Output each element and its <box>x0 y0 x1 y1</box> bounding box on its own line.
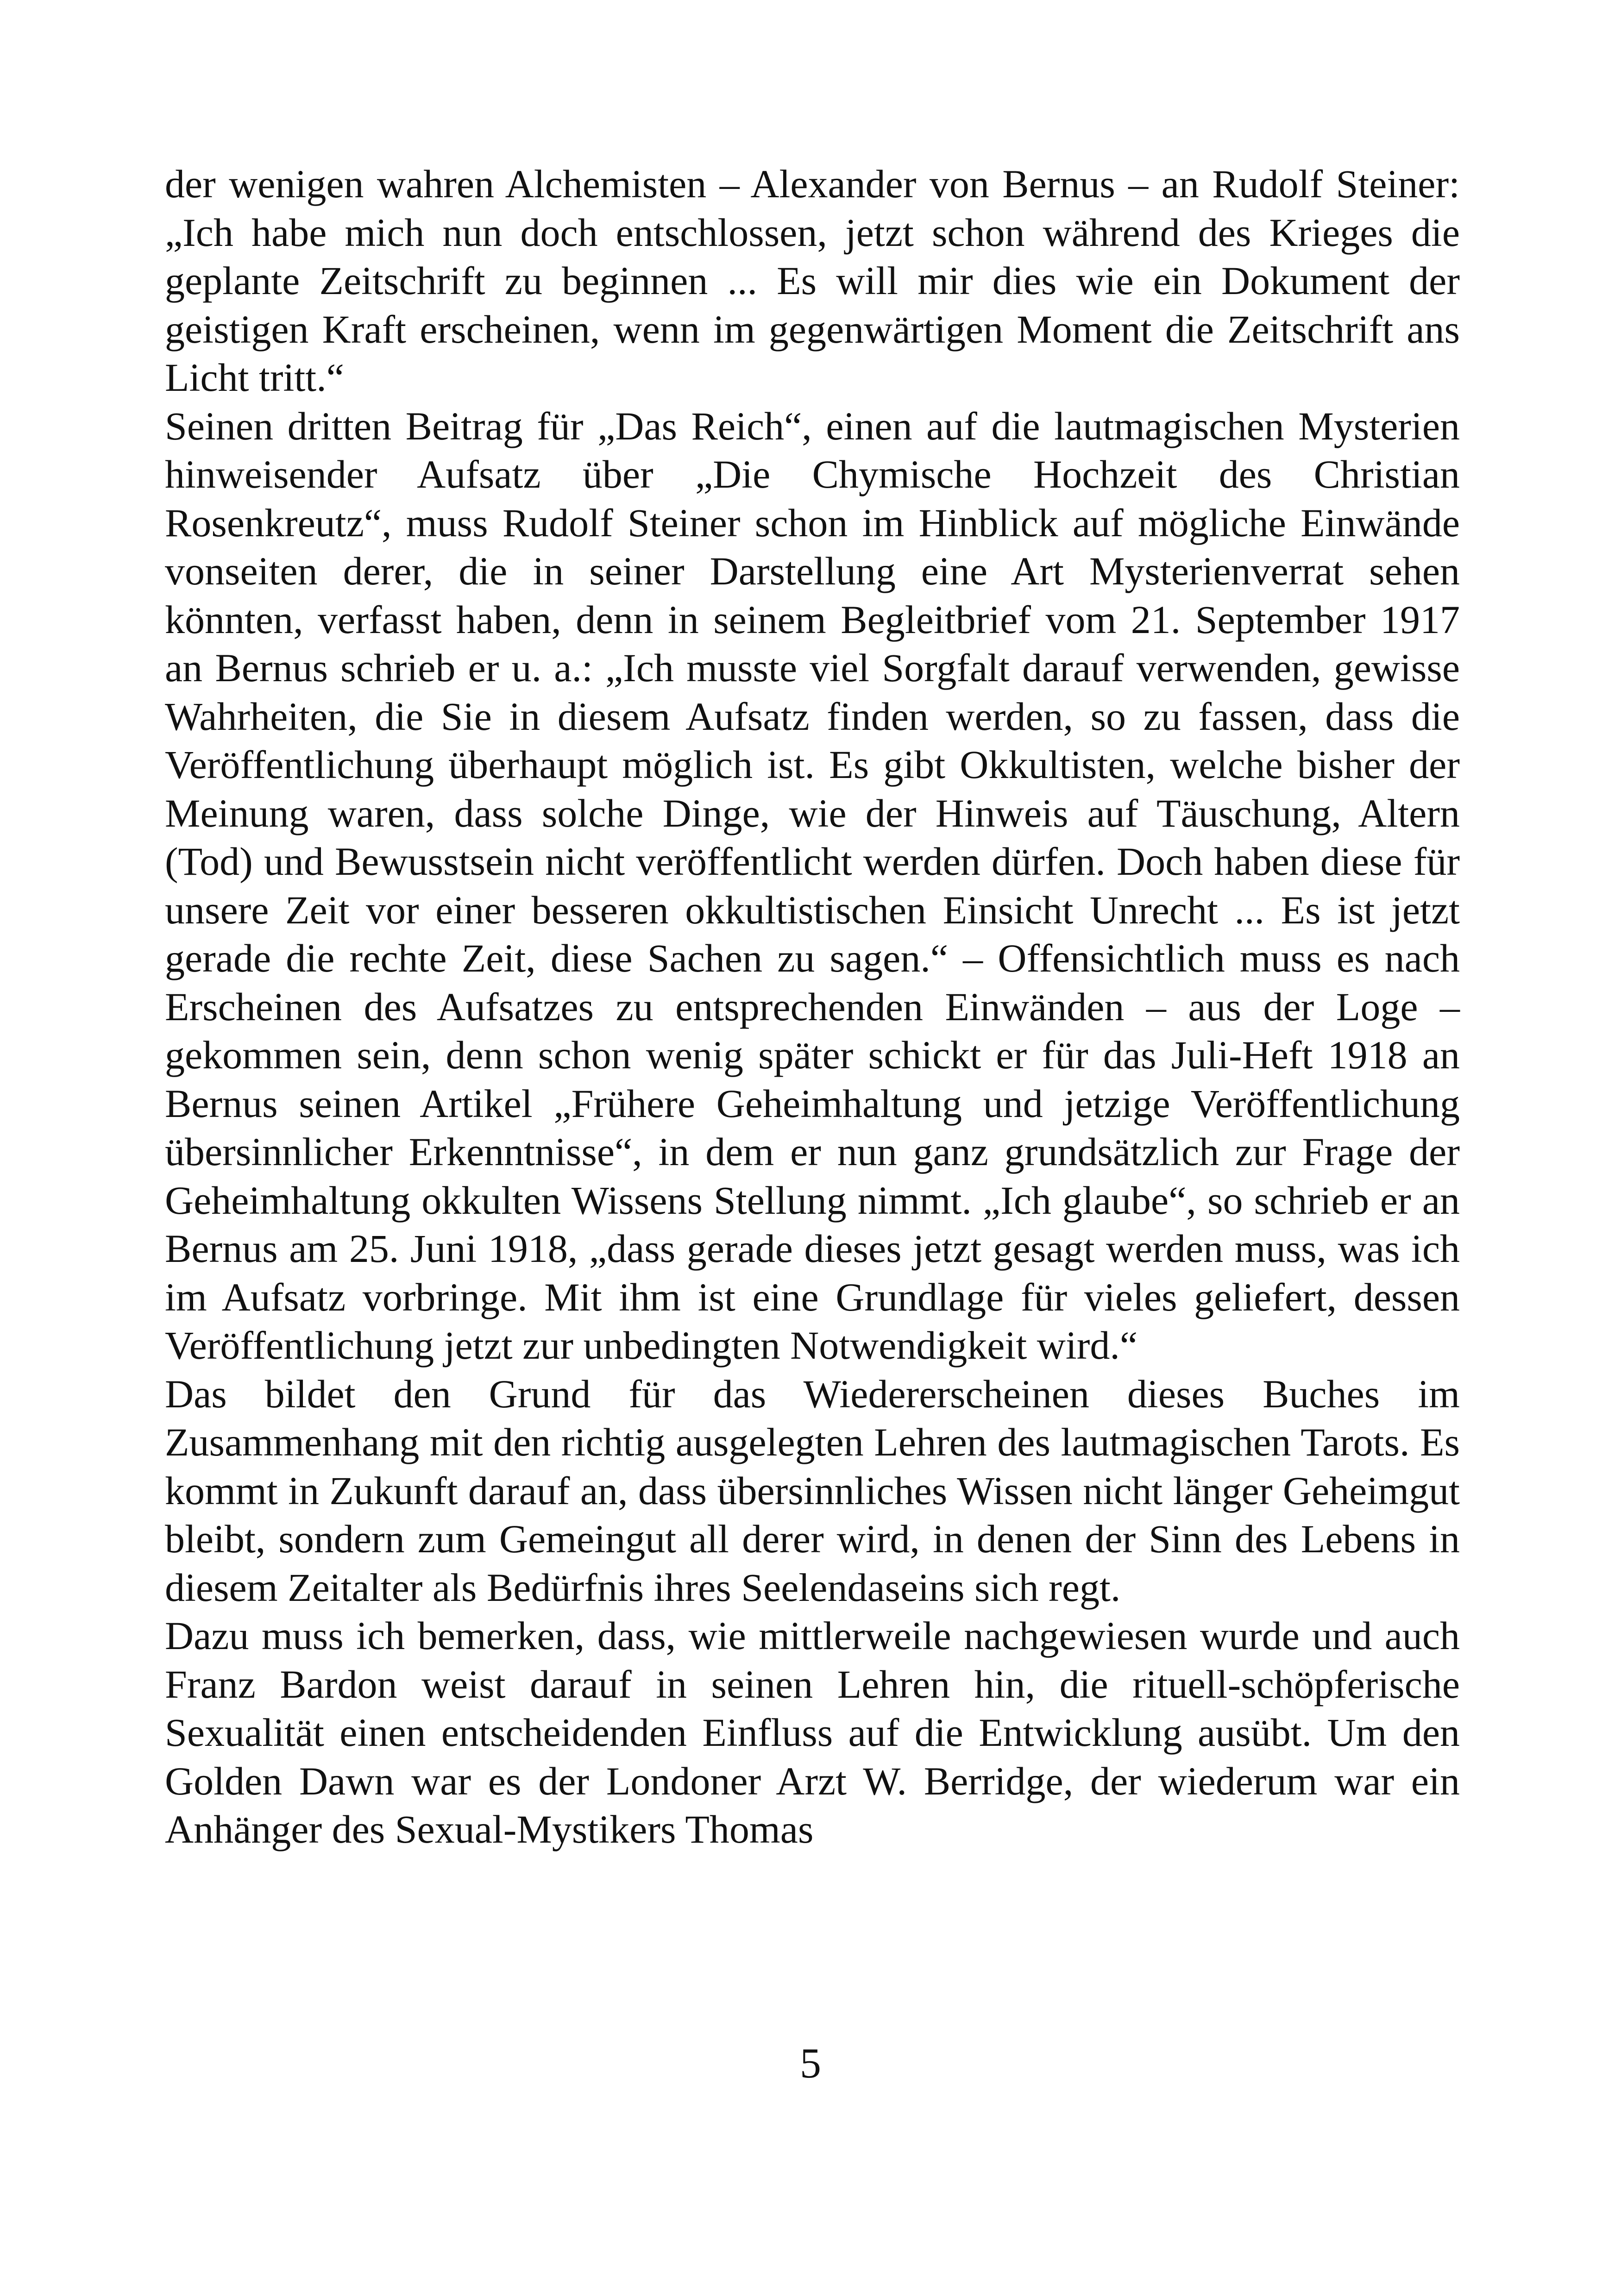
page-number: 5 <box>800 2039 821 2087</box>
body-text <box>165 160 1460 1854</box>
paragraph-1: der wenigen wahren Alchemisten – Alexander von Bernus – an Rudolf Steiner: „Ich habe mich nun doch entschlossen, jetzt schon während des Krieges die geplante Zeitschrift zu beginnen ... Es will mir dies wie ein Dokument der geistigen Kraft erscheinen, wenn im gegenwärtigen Moment die Zeitschrift ans Licht tritt.“ <box>165 162 1460 400</box>
paragraph-4: Dazu muss ich bemerken, dass, wie mittlerweile nachgewiesen wurde und auch Franz Bardon weist darauf in seinen Lehren hin, die rituell-schöpferische Sexualität einen entscheidenden Einfluss auf die Entwicklung ausübt. Um den Golden Dawn war es der Londoner Arzt W. Berridge, der wiederum war ein Anhänger des Sexual-Mystikers Thomas <box>165 1613 1460 1851</box>
paragraph-3: Das bildet den Grund für das Wiedererscheinen dieses Buches im Zusammenhang mit den richtig ausgelegten Lehren des lautmagischen Tarots. Es kommt in Zukunft darauf an, dass übersinnliches Wissen nicht länger Geheimgut bleibt, sondern zum Gemeingut all derer wird, in denen der Sinn des Lebens in diesem Zeitalter als Bedürfnis ihres Seelendaseins sich regt. <box>165 1371 1460 1610</box>
paragraph-2: Seinen dritten Beitrag für „Das Reich“, einen auf die lautmagischen Mysterien hinweisender Aufsatz über „Die Chymische Hochzeit des Christian Rosenkreutz“, muss Rudolf Steiner schon im Hinblick auf mögliche Einwände vonseiten derer, die in seiner Darstellung eine Art Mysterienverrat sehen könnten, verfasst haben, denn in seinem Begleitbrief vom 21. September 1917 an Bernus schrieb er u. a.: „Ich musste viel Sorgfalt darauf verwenden, gewisse Wahrheiten, die Sie in diesem Aufsatz finden werden, so zu fassen, dass die Veröffentlichung überhaupt möglich ist. Es gibt Okkultisten, welche bisher der Meinung waren, dass solche Dinge, wie der Hinweis auf Täuschung, Altern (Tod) und Bewusstsein nicht veröffentlicht werden dürfen. Doch haben diese für unsere Zeit vor einer besseren okkultistischen Einsicht Unrecht ... Es ist jetzt gerade die rechte Zeit, diese Sachen zu sagen.“ – Offensichtlich muss es nach Erscheinen des Aufsatzes zu entsprechenden Einwänden – aus der Loge – gekommen sein, denn schon wenig später schickt er für das Juli-Heft 1918 an Bernus seinen Artikel „Frühere Geheimhaltung und jetzige Veröffentlichung übersinnlicher Erkenntnisse“, in dem er nun ganz grundsätzlich zur Frage der Geheimhaltung okkulten Wissens Stellung nimmt. „Ich glaube“, so schrieb er an Bernus am 25. Juni 1918, „dass gerade dieses jetzt gesagt werden muss, was ich im Aufsatz vorbringe. Mit ihm ist eine Grundlage für vieles geliefert, dessen Veröffentlichung jetzt zur unbedingten Notwendigkeit wird.“ <box>165 403 1460 1368</box>
